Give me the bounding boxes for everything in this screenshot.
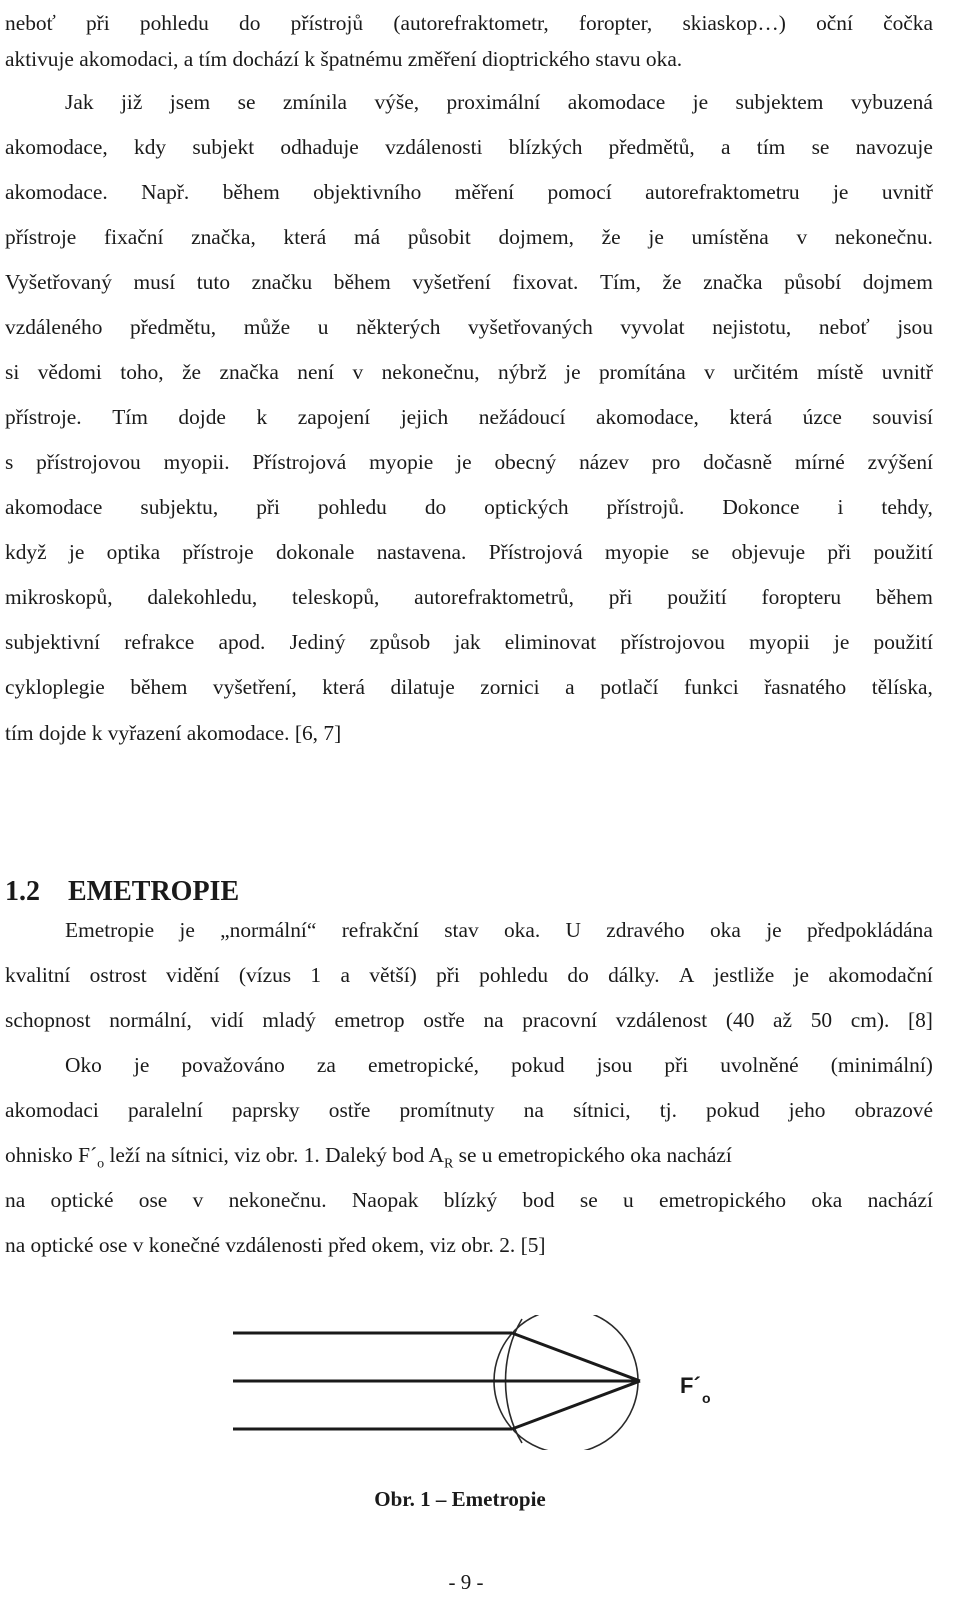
- subscript-r: R: [443, 1156, 454, 1172]
- section-title: EMETROPIE: [68, 876, 240, 907]
- text-line: Jak již jsem se zmínila výše, proximální akomodace je subjektem vybuzená: [65, 90, 933, 114]
- text-line: akomodace, kdy subjekt odhaduje vzdálenosti blízkých předmětů, a tím se navozuje: [5, 135, 933, 159]
- text-line: aktivuje akomodaci, a tím dochází k špatnému změření dioptrického stavu oka.: [5, 47, 683, 71]
- focal-point-subscript: o: [702, 1390, 711, 1406]
- text-line: akomodace. Např. během objektivního měření pomocí autorefraktometru je uvnitř: [5, 180, 933, 204]
- text-line: neboť při pohledu do přístrojů (autorefraktometr, foropter, skiaskop…) oční čočka: [5, 11, 933, 35]
- focal-point-label: F´: [680, 1373, 701, 1398]
- emetropie-diagram: [0, 1315, 960, 1450]
- refracted-ray-bottom: [512, 1381, 640, 1429]
- text-line: subjektivní refrakce apod. Jediný způsob jak eliminovat přístrojovou myopii je použití: [5, 630, 933, 654]
- text-fragment: ohnisko F´: [5, 1143, 98, 1167]
- text-line: s přístrojovou myopii. Přístrojová myopie je obecný název pro dočasně mírné zvýšení: [5, 450, 933, 474]
- subscript-o: o: [97, 1156, 105, 1172]
- text-line: Oko je považováno za emetropické, pokud jsou při uvolněné (minimální): [65, 1053, 933, 1077]
- text-line: tím dojde k vyřazení akomodace. [6, 7]: [5, 721, 342, 745]
- text-line: přístroje. Tím dojde k zapojení jejich nežádoucí akomodace, která úzce souvisí: [5, 405, 933, 429]
- text-line-with-subscripts: [5, 1140, 933, 1179]
- text-fragment: se u emetropického oka nachází: [453, 1143, 732, 1167]
- section-heading: [5, 876, 239, 908]
- section-number: 1.2: [5, 876, 40, 907]
- text-line: cykloplegie během vyšetření, která dilatuje zornici a potlačí funkci řasnatého tělíska,: [5, 675, 933, 699]
- text-line: na optické ose v nekonečnu. Naopak blízký bod se u emetropického oka nachází: [5, 1188, 933, 1212]
- text-line: na optické ose v konečné vzdálenosti před okem, viz obr. 2. [5]: [5, 1233, 546, 1257]
- text-line: Vyšetřovaný musí tuto značku během vyšetření fixovat. Tím, že značka působí dojmem: [5, 270, 933, 294]
- text-fragment: leží na sítnici, viz obr. 1. Daleký bod A: [104, 1143, 444, 1167]
- text-line: přístroje fixační značka, která má působit dojmem, že je umístěna v nekonečnu.: [5, 225, 933, 249]
- text-line: když je optika přístroje dokonale nastavena. Přístrojová myopie se objevuje při použití: [5, 540, 933, 564]
- text-line: schopnost normální, vidí mladý emetrop ostře na pracovní vzdálenost (40 až 50 cm). [8]: [5, 1008, 933, 1032]
- text-line: vzdáleného předmětu, může u některých vyšetřovaných vyvolat nejistotu, neboť jsou: [5, 315, 933, 339]
- page-number: - 9 -: [448, 1570, 484, 1594]
- text-line: kvalitní ostrost vidění (vízus 1 a větší) při pohledu do dálky. A jestliže je akomodační: [5, 963, 933, 987]
- text-line: akomodaci paralelní paprsky ostře promítnuty na sítnici, tj. pokud jeho obrazové: [5, 1098, 933, 1122]
- text-line: si vědomi toho, že značka není v nekonečnu, nýbrž je promítána v určitém místě uvnitř: [5, 360, 933, 384]
- refracted-ray-top: [512, 1333, 640, 1381]
- text-line: mikroskopů, dalekohledu, teleskopů, autorefraktometrů, při použití foropteru během: [5, 585, 933, 609]
- text-line: Emetropie je „normální“ refrakční stav oka. U zdravého oka je předpokládána: [65, 918, 933, 942]
- figure-caption: Obr. 1 – Emetropie: [374, 1487, 546, 1511]
- text-line: akomodace subjektu, při pohledu do optických přístrojů. Dokonce i tehdy,: [5, 495, 933, 519]
